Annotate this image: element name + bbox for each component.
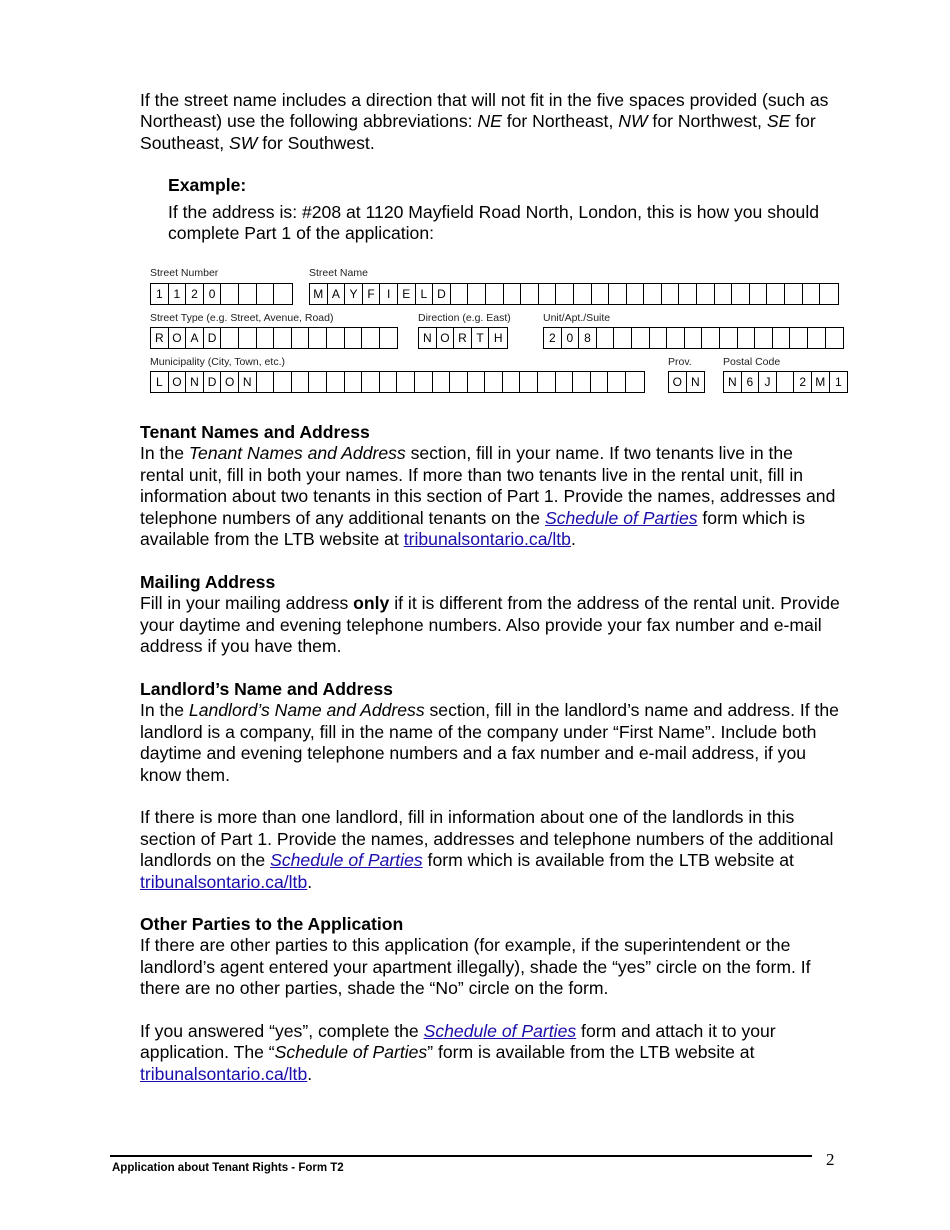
char-box [468,372,486,392]
char-box: N [691,375,700,389]
char-box [520,372,538,392]
char-box [362,372,380,392]
other-parties-heading: Other Parties to the Application [140,914,404,934]
char-box: O [169,372,187,392]
char-box: 2 [794,372,812,392]
char-box: D [433,284,451,304]
unit-label: Unit/Apt./Suite [543,312,611,324]
abbrev-se: SE [766,111,791,132]
char-box: R [454,328,472,348]
char-box [292,372,310,392]
landlord-text: section, fill in the landlord’s name and address. If the landlord is a company, fill in the name of the company under “First Name”. Include both daytime and evening telephone numbers and a fax number and e-mail address, if you know them. [140,700,839,785]
char-box [239,284,257,304]
other-italic: Schedule of Parties [274,1042,428,1063]
char-box [679,284,697,304]
intro-text: for Southeast, [140,111,816,153]
province-boxes [668,371,705,393]
char-box: Y [345,284,363,304]
char-box [309,328,327,348]
char-box: J [759,372,777,392]
other-text: . [307,1063,313,1084]
char-box: 1 [169,284,187,304]
abbrev-sw: SW [229,132,258,153]
char-box: 6 [742,372,760,392]
intro-paragraph [140,90,840,154]
intro-text: for Southwest. [257,132,375,153]
char-box: A [186,328,204,348]
char-box: M [812,372,830,392]
example-text: If the address is: #208 at 1120 Mayfield Road North, London, this is how you should complete Part 1 of the application: [168,202,820,244]
char-box [556,372,574,392]
char-box: I [380,284,398,304]
char-box [597,328,615,348]
tenant-text: section, fill in your name. If two tenants live in the rental unit, fill in both your names. If more than two tenants live in the rental unit, fill in information about two tenants in this section of Part 1. Provide the names, addresses and telephone numbers of any additional tenants on the [140,443,836,528]
char-box [591,372,609,392]
footer-divider [110,1155,812,1157]
street-number-label: Street Number [150,267,219,279]
char-box: O [669,372,687,392]
char-box [592,284,610,304]
char-box [221,328,239,348]
mailing-bold: only [353,593,390,614]
postal-code-label: Postal Code [723,356,781,368]
street-name-label: Street Name [309,267,368,279]
char-box [468,284,486,304]
char-box [380,372,398,392]
char-box: D [204,328,222,348]
schedule-of-parties-link[interactable]: Schedule of Parties [423,1021,577,1042]
landlord-text: . [307,871,313,892]
char-box [609,284,627,304]
tenant-text: form which is available from the LTB website at [140,507,806,550]
tenant-text: . [570,529,576,550]
page-number: 2 [826,1150,835,1169]
mailing-text: Fill in your mailing address [140,593,354,614]
char-box [573,372,591,392]
char-box [292,328,310,348]
char-box: 2 [544,328,562,348]
char-box [485,372,503,392]
mailing-section [140,572,840,658]
schedule-of-parties-link[interactable]: Schedule of Parties [270,850,423,871]
schedule-of-parties-link[interactable]: Schedule of Parties [544,507,698,528]
char-box [662,284,680,304]
char-box [504,284,522,304]
char-box [627,284,645,304]
char-box [380,328,398,348]
char-box [274,372,292,392]
footer-title: Application about Tenant Rights - Form T2 [112,1162,344,1174]
tenant-heading: Tenant Names and Address [140,422,370,442]
char-box [697,284,715,304]
intro-text: If the street name includes a direction that will not fit in the five spaces provided (such as Northeast) use the following abbreviations: [140,90,829,132]
char-box [738,328,756,348]
municipality-boxes [150,371,645,393]
street-number-boxes [150,283,293,305]
char-box: E [398,284,416,304]
other-parties-paragraph-1: If there are other parties to this application (for example, if the superintendent or the landlord’s agent entered your apartment illegally), shade the “yes” circle on the form. If there are no other parties, shade the “No” circle on the form. [140,935,811,999]
char-box [327,372,345,392]
char-box [820,284,838,304]
unit-boxes [543,327,844,349]
abbrev-nw: NW [618,111,648,132]
landlord-text: If there is more than one landlord, fill in information about one of the landlords in this section of Part 1. Provide the names, addresses and telephone numbers of the additional landlords on the [140,807,834,871]
char-box [632,328,650,348]
mailing-paragraph [140,593,840,657]
char-box: 0 [204,284,222,304]
ltb-website-link[interactable]: tribunalsontario.ca/ltb [403,529,571,550]
char-box: 0 [562,328,580,348]
char-box: H [493,331,503,345]
char-box [503,372,521,392]
char-box [574,284,592,304]
char-box [433,372,451,392]
char-box: 8 [579,328,597,348]
other-parties-section [140,914,840,1085]
landlord-text: form which is available from the LTB website at [422,850,794,871]
other-parties-paragraph-2 [140,1021,840,1085]
char-box: A [328,284,346,304]
char-box [450,372,468,392]
tenant-italic: Tenant Names and Address [188,443,406,464]
landlord-text: In the [140,700,189,721]
char-box [257,372,275,392]
postal-code-boxes [723,371,848,393]
street-type-label: Street Type (e.g. Street, Avenue, Road) [150,312,334,324]
char-box [803,284,821,304]
char-box [309,372,327,392]
direction-boxes [418,327,508,349]
street-name-boxes [309,283,839,305]
other-text: If you answered “yes”, complete the [140,1021,424,1042]
char-box [327,328,345,348]
char-box: O [437,328,455,348]
abbrev-ne: NE [477,111,502,132]
char-box [755,328,773,348]
char-box [777,372,795,392]
char-box [608,372,626,392]
landlord-section [140,679,840,893]
char-box [715,284,733,304]
char-box [486,284,504,304]
char-box [415,372,433,392]
char-box [650,328,668,348]
char-box [538,372,556,392]
ltb-website-link[interactable]: tribunalsontario.ca/ltb [140,871,308,892]
intro-text: for Northeast, [501,111,619,132]
char-box: 2 [186,284,204,304]
char-box [257,328,275,348]
char-box: F [363,284,381,304]
direction-label: Direction (e.g. East) [418,312,511,324]
intro-text: for Northwest, [647,111,767,132]
char-box [773,328,791,348]
char-box: O [221,372,239,392]
char-box [451,284,469,304]
char-box [221,284,239,304]
char-box [274,284,292,304]
char-box [732,284,750,304]
char-box [808,328,826,348]
char-box: 1 [151,284,169,304]
char-box: R [151,328,169,348]
char-box [750,284,768,304]
char-box: N [186,372,204,392]
char-box [521,284,539,304]
char-box [826,328,844,348]
char-box [345,328,363,348]
char-box: 1 [835,375,842,389]
char-box: O [169,328,187,348]
char-box [685,328,703,348]
other-text: form and attach it to your application. The “ [140,1021,776,1063]
char-box [667,328,685,348]
tenant-text: In the [140,443,189,464]
landlord-italic: Landlord’s Name and Address [188,700,425,721]
landlord-heading: Landlord’s Name and Address [140,679,393,699]
char-box [539,284,557,304]
char-box: N [419,328,437,348]
char-box: N [239,372,257,392]
char-box [274,328,292,348]
mailing-heading: Mailing Address [140,572,276,592]
char-box [257,284,275,304]
mailing-text: if it is different from the address of the rental unit. Provide your daytime and evening telephone numbers. Also provide your fax number and e-mail address if you have them. [140,593,840,657]
street-type-boxes [150,327,398,349]
char-box [767,284,785,304]
char-box: M [310,284,328,304]
char-box [362,328,380,348]
char-box: L [416,284,434,304]
char-box [785,284,803,304]
char-box [790,328,808,348]
address-form-example [150,266,842,398]
char-box [345,372,363,392]
char-box [614,328,632,348]
char-box [720,328,738,348]
province-label: Prov. [668,356,692,368]
char-box: D [204,372,222,392]
landlord-paragraph-1 [140,700,840,786]
municipality-label: Municipality (City, Town, etc.) [150,356,285,368]
example-heading: Example: [168,175,247,195]
char-box [644,284,662,304]
other-text: ” form is available from the LTB website at [427,1042,755,1063]
tenant-paragraph [140,443,840,550]
char-box: N [724,372,742,392]
char-box [397,372,415,392]
char-box [556,284,574,304]
char-box: T [472,328,490,348]
char-box [626,372,644,392]
char-box [239,328,257,348]
ltb-website-link[interactable]: tribunalsontario.ca/ltb [140,1063,308,1084]
char-box [702,328,720,348]
tenant-section [140,422,840,550]
landlord-paragraph-2 [140,807,840,893]
char-box: L [151,372,169,392]
